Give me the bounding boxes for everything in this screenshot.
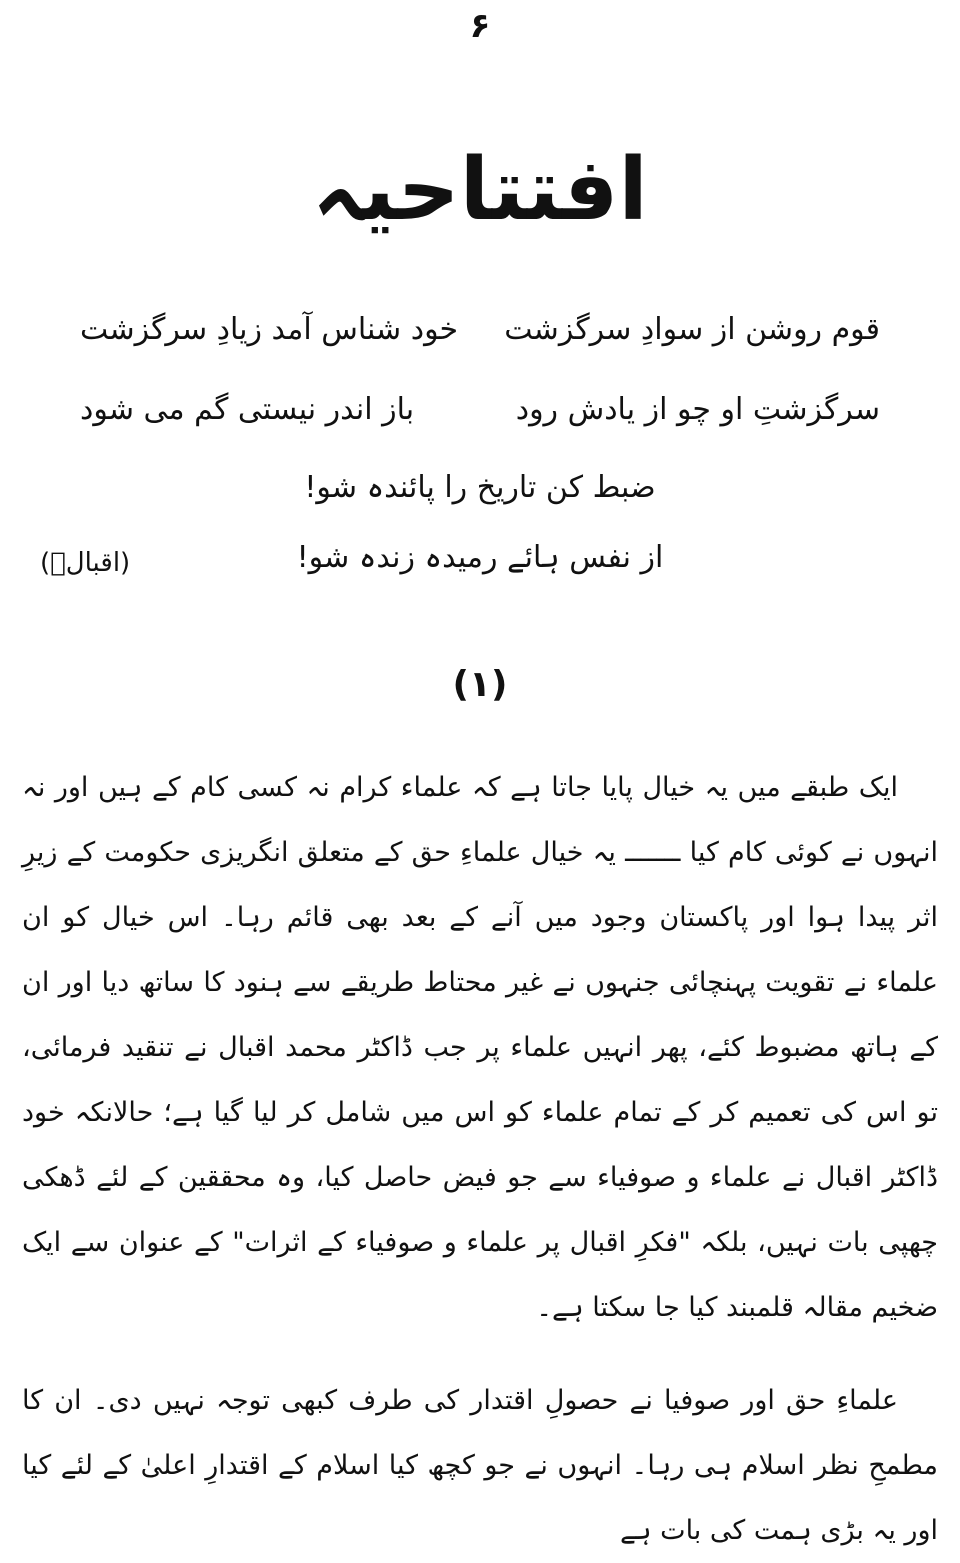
verse-3-text: ضبط کن تاریخ را پائندہ شو! <box>304 470 656 505</box>
page-number: ۶ <box>469 6 491 46</box>
poem-attribution: (اقبالؔ) <box>40 548 131 578</box>
verse-2-first-hemistich: سرگزشتِ او چو از یادش رود <box>515 392 880 427</box>
verse-2-second-hemistich: باز اندر نیستی گم می شود <box>80 392 415 427</box>
poem-verse-2 <box>60 380 900 440</box>
verse-4-text: از نفس ہائے رمیدہ زندہ شو! <box>296 540 664 575</box>
paragraph-1: ایک طبقے میں یہ خیال پایا جاتا ہے کہ علماء کرام نہ کسی کام کے ہیں اور نہ انہوں نے کوئی کام کیا ـــــــ یہ خیال علماءِ حق کے متعلق انگریزی حکومت کے زیرِ اثر پیدا ہوا اور پاکستان وجود میں آنے کے بعد بھی قائم رہا۔ اس خیال کو ان علماء نے تقویت پہنچائی جنہوں نے غیر محتاط طریقے سے ہنود کا ساتھ دیا اور ان کے ہاتھ مضبوط کئے، پھر انہیں علماء پر جب ڈاکٹر محمد اقبال نے تنقید فرمائی، تو اس کی تعمیم کر کے تمام علماء کو اس میں شامل کر لیا گیا ہے؛ حالانکہ خود ڈاکٹر اقبال نے علماء و صوفیاء سے جو فیض حاصل کیا، وہ محققین کے لئے ڈھکی چھپی بات نہیں، بلکہ "فکرِ اقبال پر علماء و صوفیاء کے اثرات" کے عنوان سے ایک ضخیم مقالہ قلمبند کیا جا سکتا ہے۔ <box>22 772 938 1323</box>
poem-verse-3 <box>60 458 900 518</box>
verse-1-first-hemistich: قوم روشن از سوادِ سرگزشت <box>504 312 880 347</box>
poem-verse-4 <box>60 528 900 588</box>
verse-1-second-hemistich: خود شناس آمد زیادِ سرگزشت <box>80 312 459 347</box>
page-title: افتتاحیہ <box>312 140 648 240</box>
paragraph-2: علماءِ حق اور صوفیا نے حصولِ اقتدار کی طرف کبھی توجہ نہیں دی۔ ان کا مطمحِ نظر اسلام ہی رہا۔ انہوں نے جو کچھ کیا اسلام کے اقتدارِ اعلیٰ کے لئے کیا اور یہ بڑی ہمت کی بات ہے <box>22 1385 938 1546</box>
section-number: (۱) <box>452 664 508 705</box>
poem-verse-1 <box>60 300 900 360</box>
